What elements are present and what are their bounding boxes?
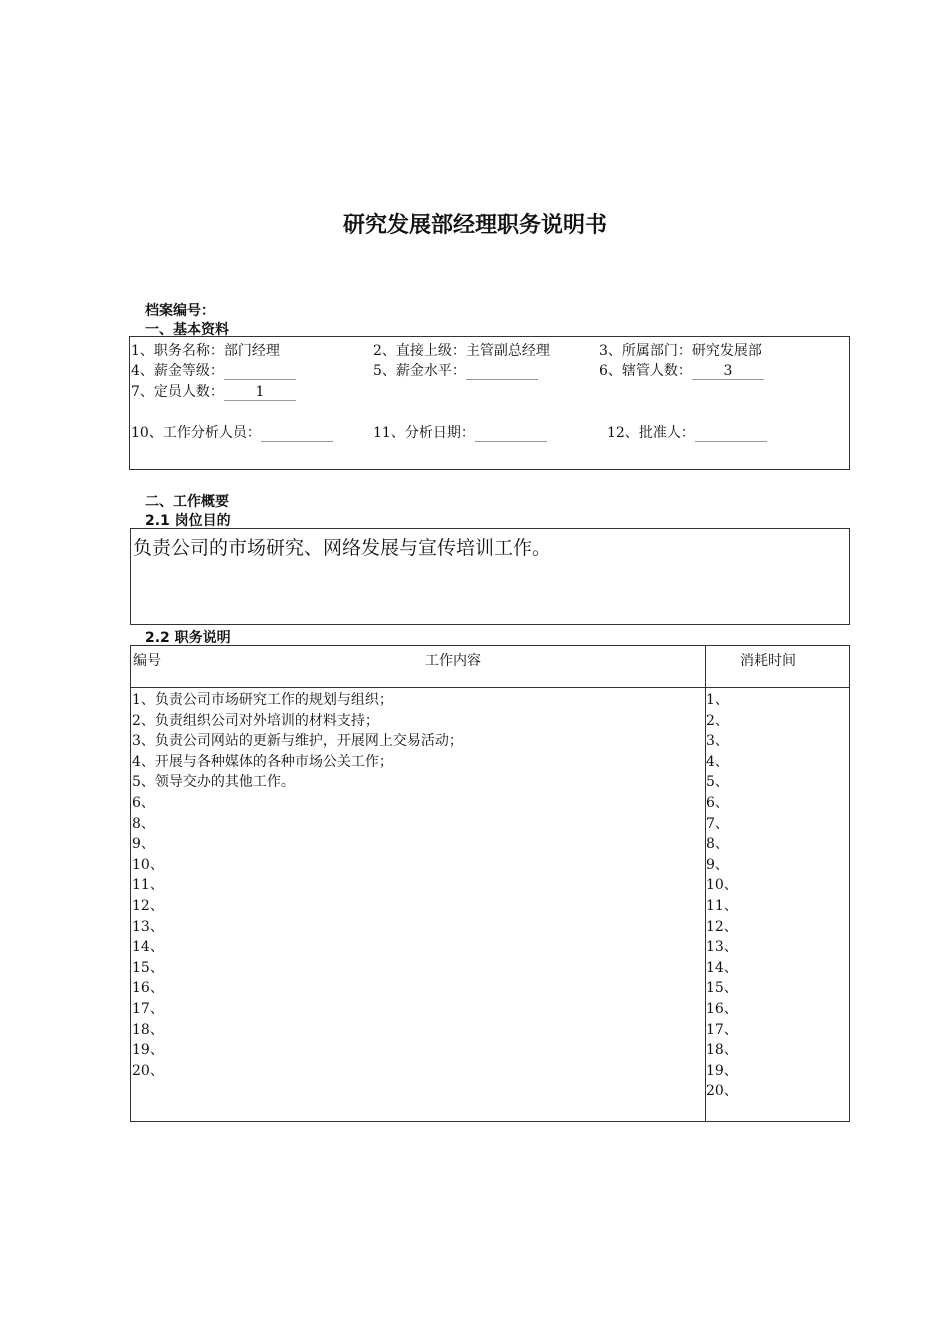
time-spent-row: 14、 [706,959,738,976]
time-spent-row: 19、 [706,1062,738,1079]
time-spent-row: 17、 [706,1021,738,1038]
purpose-text: 负责公司的市场研究、网络发展与宣传培训工作。 [133,537,552,559]
time-spent-row: 15、 [706,980,738,997]
time-spent-row: 12、 [706,918,738,935]
analyst-value [261,425,333,442]
duty-content-row: 5、领导交办的其他工作。 [132,774,295,791]
duties-table-header-divider [130,687,850,688]
time-spent-row: 2、 [706,712,729,729]
approver-value [695,425,767,442]
duty-content-list [132,690,463,1081]
time-spent-row: 16、 [706,1000,738,1017]
section-work-summary-heading: 二、工作概要 [145,494,229,510]
duty-content-row: 6、 [132,794,155,811]
time-spent-row: 13、 [706,939,738,956]
department-label: 3、所属部门： [599,343,692,359]
salary-level-label: 5、薪金水平： [373,363,466,379]
subordinates-label: 6、辖管人数： [599,363,692,379]
time-spent-row: 5、 [706,774,729,791]
time-spent-row: 4、 [706,753,729,770]
department-field [599,340,762,360]
time-spent-list [706,690,738,1102]
analysis-date-value [475,425,547,442]
duty-content-row: 10、 [132,856,164,873]
duty-content-row: 18、 [132,1021,164,1038]
duty-content-row: 4、开展与各种媒体的各种市场公关工作； [132,753,393,770]
duty-content-row: 8、 [132,815,155,832]
section-basic-info-heading: 一、基本资料 [145,322,229,338]
job-name-label: 1、职务名称： [131,343,224,359]
analyst-label: 10、工作分析人员： [131,425,261,441]
time-spent-row: 1、 [706,692,729,708]
subordinates-field [599,360,764,380]
time-spent-row: 20、 [706,1083,738,1100]
supervisor-label: 2、直接上级： [373,343,466,359]
analysis-date-field [373,422,547,442]
time-spent-row: 11、 [706,897,738,914]
duty-content-row: 17、 [132,1000,164,1017]
headcount-label: 7、定员人数： [131,384,224,400]
duty-content-row: 2、负责组织公司对外培训的材料支持； [132,712,379,729]
approver-field [607,422,767,442]
column-header-time: 消耗时间 [740,653,796,669]
analysis-date-label: 11、分析日期： [373,425,475,441]
column-header-number: 编号 [133,653,161,669]
job-name-field [131,340,280,360]
duty-content-row: 9、 [132,836,155,853]
time-spent-row: 3、 [706,733,729,750]
purpose-heading: 2.1 岗位目的 [145,513,231,529]
analyst-field [131,422,333,442]
duty-content-row: 15、 [132,959,164,976]
salary-grade-label: 4、薪金等级： [131,363,224,379]
duty-content-row: 20、 [132,1062,164,1079]
duty-content-row: 19、 [132,1042,164,1059]
headcount-value: 1 [224,384,296,401]
approver-label: 12、批准人： [607,425,695,441]
time-spent-row: 9、 [706,856,729,873]
salary-grade-field [131,360,296,380]
duty-content-row: 3、负责公司网站的更新与维护，开展网上交易活动； [132,733,463,750]
duties-heading: 2.2 职务说明 [145,630,231,646]
time-spent-row: 10、 [706,877,738,894]
duty-content-row: 13、 [132,918,164,935]
duty-content-row: 14、 [132,939,164,956]
salary-level-field [373,360,538,380]
job-name-value: 部门经理 [223,343,280,359]
time-spent-row: 7、 [706,815,729,832]
salary-grade-value [224,363,296,380]
time-spent-row: 18、 [706,1042,738,1059]
duty-content-row: 1、负责公司市场研究工作的规划与组织； [132,692,393,708]
time-spent-row: 8、 [706,836,729,853]
subordinates-value: 3 [692,363,764,380]
time-spent-row: 6、 [706,794,729,811]
supervisor-value: 主管副总经理 [465,343,550,359]
duty-content-row: 11、 [132,877,164,894]
page-title: 研究发展部经理职务说明书 [342,213,607,238]
column-header-content: 工作内容 [425,653,481,669]
headcount-field [131,381,296,401]
file-number-label: 档案编号： [145,303,215,319]
department-value: 研究发展部 [691,343,762,359]
duty-content-row: 16、 [132,980,164,997]
salary-level-value [466,363,538,380]
supervisor-field [373,340,550,360]
duty-content-row: 12、 [132,897,164,914]
